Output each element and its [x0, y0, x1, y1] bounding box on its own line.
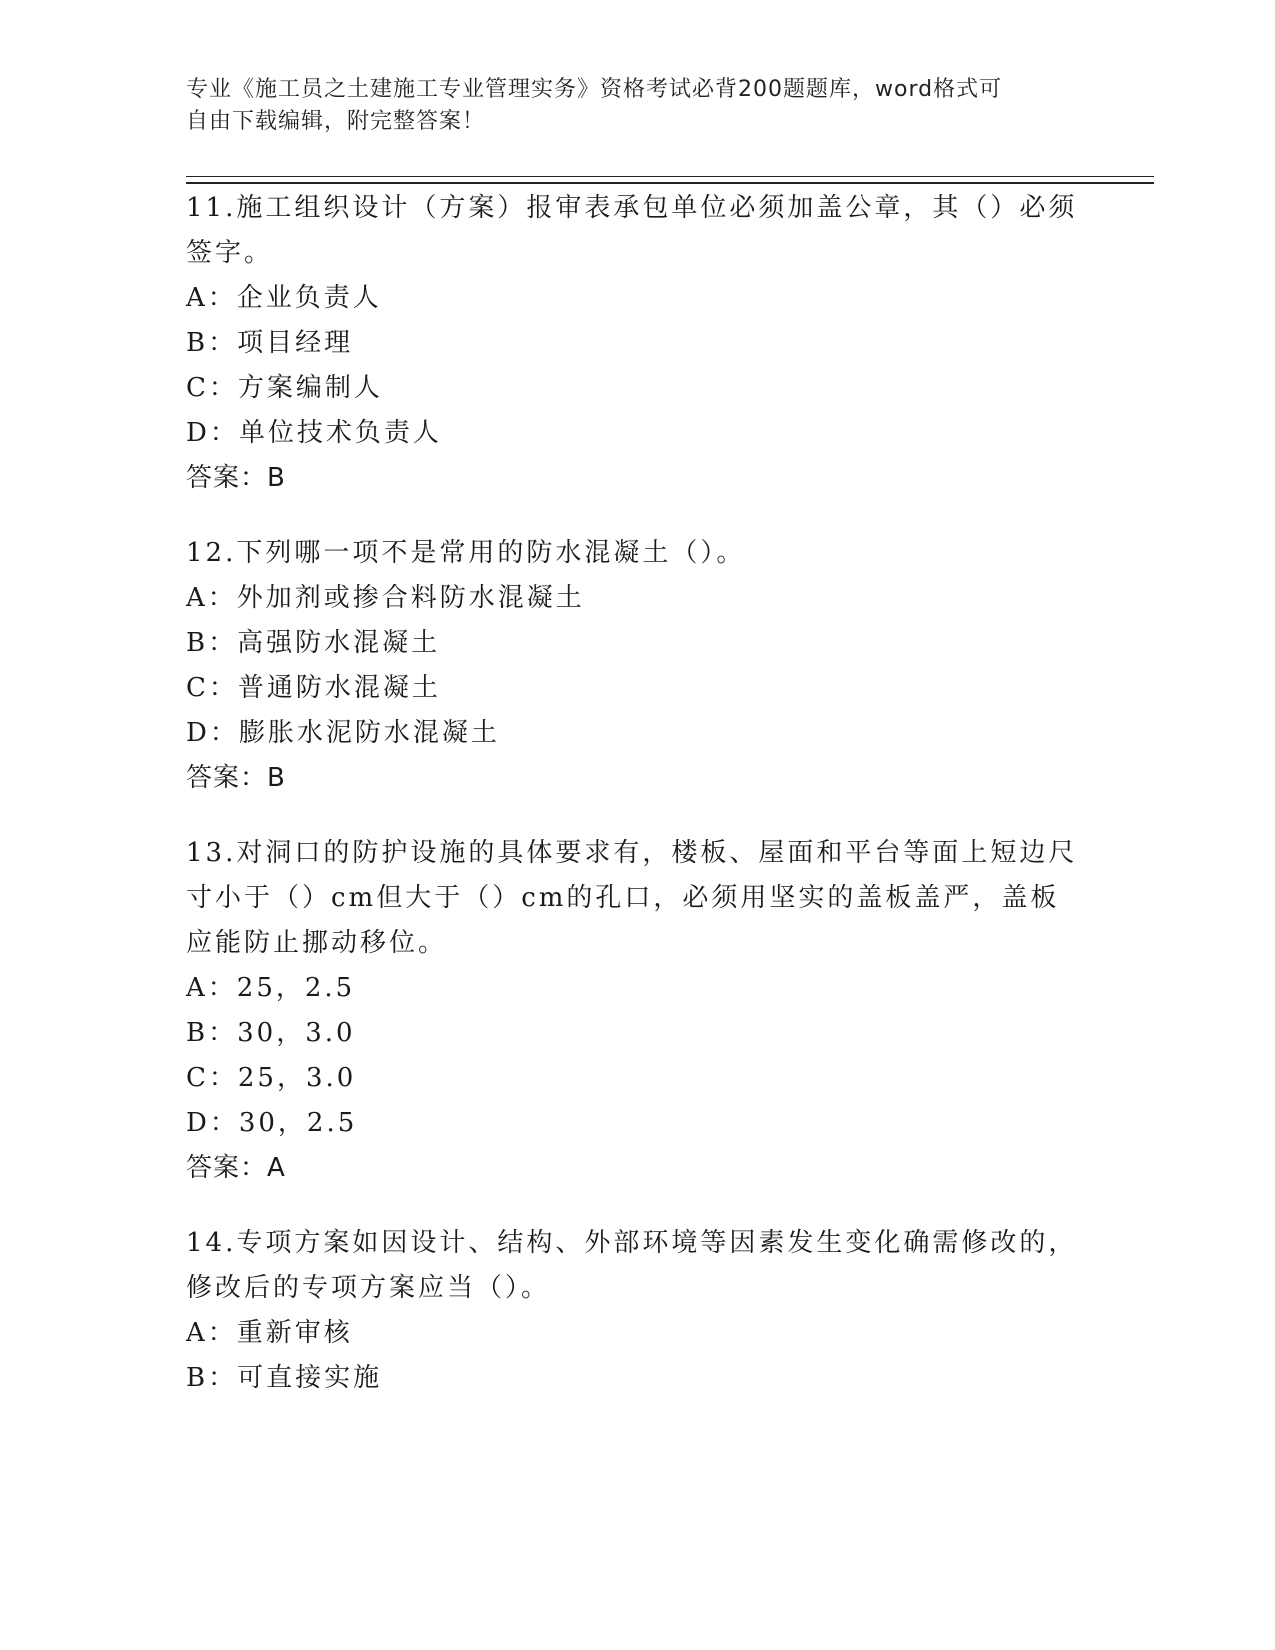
question-12	[186, 531, 1086, 801]
answer: 答案：A	[186, 1153, 286, 1183]
option-a: A：25，2.5	[186, 973, 356, 1003]
answer: 答案：B	[186, 763, 286, 793]
question-stem: 12.下列哪一项不是常用的防水混凝土（）。	[186, 538, 746, 568]
question-stem: 11.施工组织设计（方案）报审表承包单位必须加盖公章，其（）必须签字。	[186, 193, 1078, 268]
question-14	[186, 1221, 1086, 1401]
header-line-1: 专业《施工员之土建施工专业管理实务》资格考试必背200题题库，word格式可	[186, 77, 1003, 102]
header-divider	[186, 176, 1154, 184]
option-a: A：企业负责人	[186, 283, 382, 313]
option-b: B：高强防水混凝土	[186, 628, 441, 658]
header-line-2: 自由下载编辑，附完整答案！	[186, 109, 486, 134]
document-header	[186, 74, 1066, 138]
option-d: D：单位技术负责人	[186, 418, 442, 448]
option-c: C：25，3.0	[186, 1063, 357, 1093]
option-c: C：方案编制人	[186, 373, 383, 403]
option-b: B：项目经理	[186, 328, 354, 358]
answer: 答案：B	[186, 463, 286, 493]
option-a: A：外加剂或掺合料防水混凝土	[186, 583, 585, 613]
option-c: C：普通防水混凝土	[186, 673, 441, 703]
question-13	[186, 831, 1086, 1191]
option-a: A：重新审核	[186, 1318, 353, 1348]
question-stem: 14.专项方案如因设计、结构、外部环境等因素发生变化确需修改的，修改后的专项方案应当（）。	[186, 1228, 1078, 1303]
option-b: B：30，3.0	[186, 1018, 356, 1048]
option-d: D：30，2.5	[186, 1108, 358, 1138]
question-stem: 13.对洞口的防护设施的具体要求有，楼板、屋面和平台等面上短边尺寸小于（）cm但大于（）cm的孔口，必须用坚实的盖板盖严，盖板应能防止挪动移位。	[186, 838, 1078, 958]
option-b: B：可直接实施	[186, 1363, 383, 1393]
question-list	[186, 186, 1086, 1431]
option-d: D：膨胀水泥防水混凝土	[186, 718, 500, 748]
question-11	[186, 186, 1086, 501]
